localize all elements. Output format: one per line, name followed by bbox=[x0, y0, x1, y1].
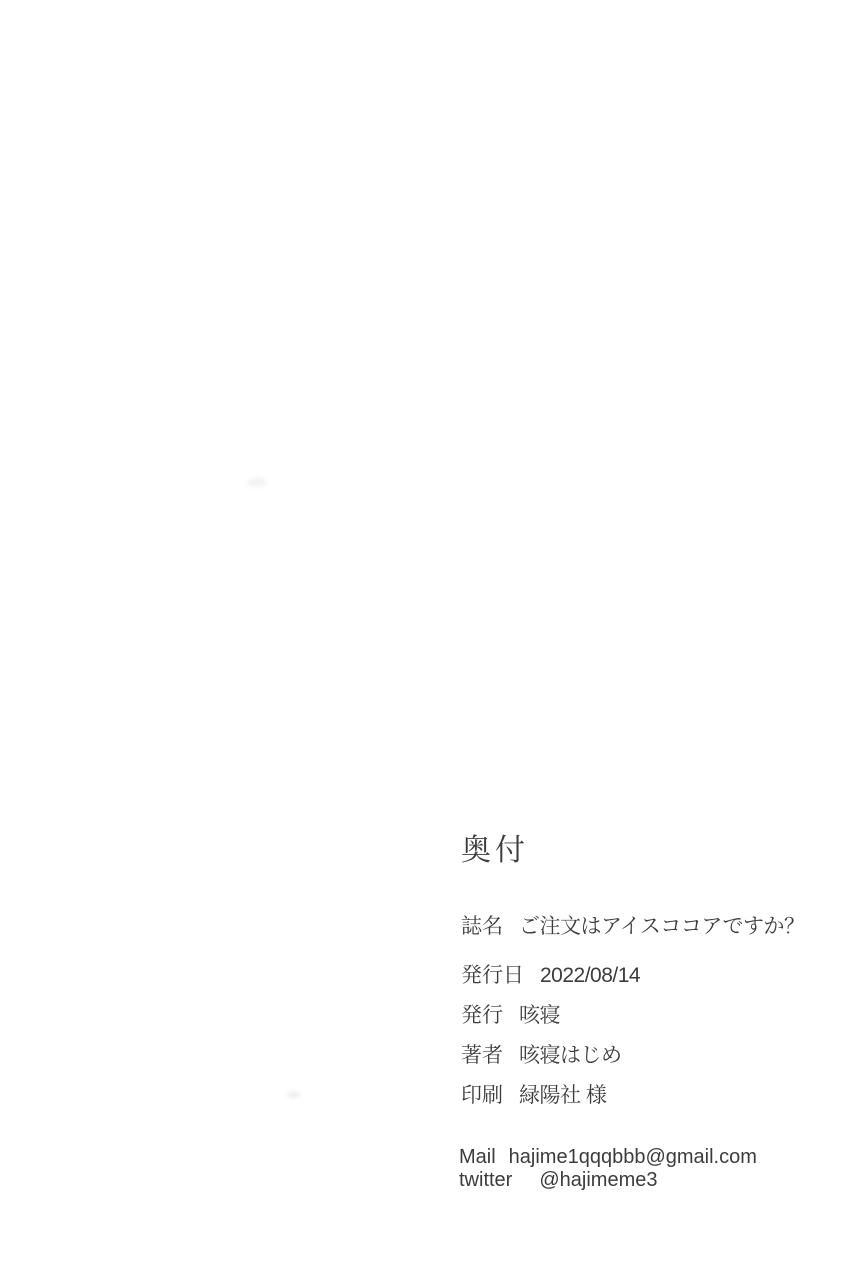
colophon-row-publisher bbox=[461, 1004, 560, 1027]
contact-label-twitter: twitter bbox=[459, 1169, 513, 1191]
row-label-title: 誌名 bbox=[461, 915, 503, 938]
row-value-title: ご注文はアイスココアですか？ bbox=[519, 915, 805, 938]
colophon-row-printer bbox=[461, 1084, 606, 1107]
row-value-publish-date: 2022/08/14 bbox=[540, 964, 641, 987]
row-label-author: 著者 bbox=[461, 1044, 503, 1067]
row-value-author: 咳寝はじめ bbox=[519, 1044, 622, 1067]
row-value-printer: 緑陽社 様 bbox=[519, 1084, 607, 1107]
contact-line-mail bbox=[459, 1146, 757, 1169]
contact-block bbox=[459, 1146, 757, 1192]
row-label-publisher: 発行 bbox=[461, 1004, 503, 1027]
colophon-row-title bbox=[461, 915, 805, 938]
row-label-publish-date: 発行日 bbox=[461, 964, 524, 987]
contact-line-twitter bbox=[459, 1169, 757, 1192]
contact-value-mail: hajime1qqqbbb@gmail.com bbox=[508, 1146, 757, 1168]
colophon-heading: 奥付 bbox=[461, 834, 529, 867]
row-label-printer: 印刷 bbox=[461, 1084, 503, 1107]
contact-value-twitter: @hajimeme3 bbox=[539, 1169, 658, 1191]
colophon-row-publish-date bbox=[461, 964, 640, 987]
contact-label-mail: Mail bbox=[459, 1146, 496, 1168]
row-value-publisher: 咳寝 bbox=[519, 1004, 560, 1027]
colophon-row-author bbox=[461, 1044, 622, 1067]
